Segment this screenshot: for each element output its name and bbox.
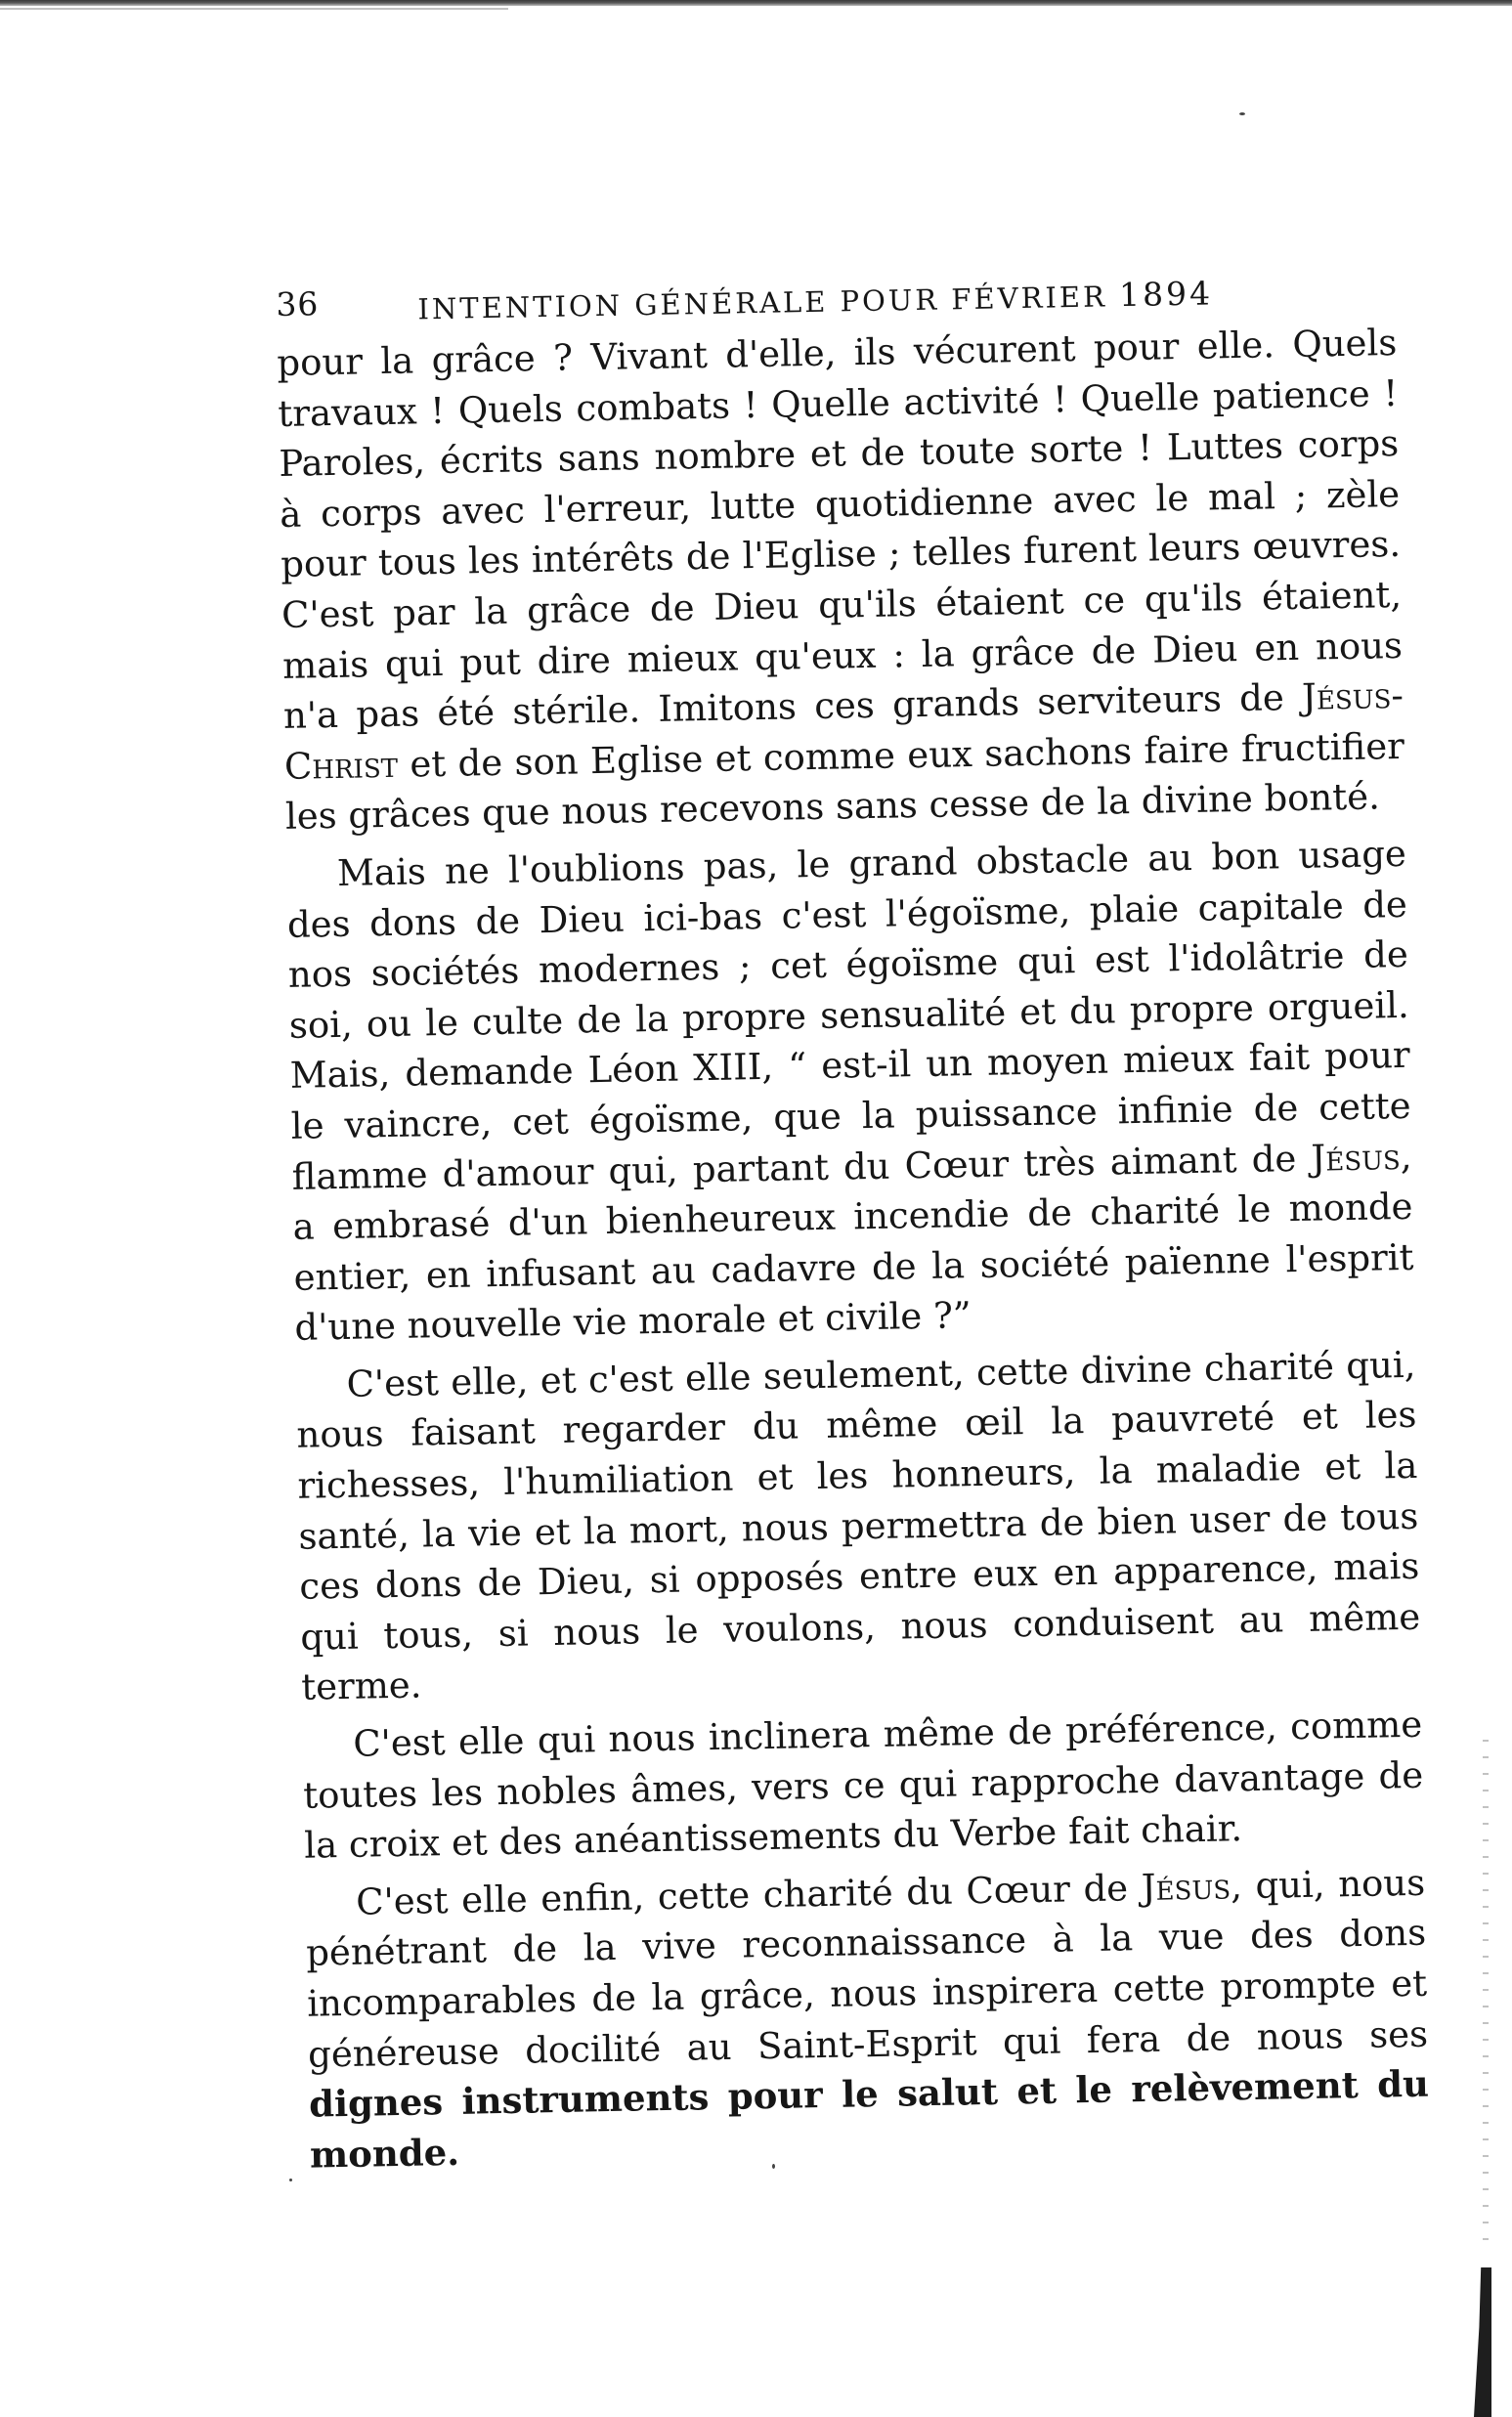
binding-edge-noise [1483, 1740, 1489, 2248]
page-number: 36 [276, 284, 320, 324]
book-page [276, 265, 1430, 2187]
chapter-year: 1894 [1118, 274, 1214, 315]
scan-speck [289, 2179, 292, 2181]
paragraph-4: C'est elle qui nous inclinera même de préférence, comme toutes les nobles âmes, vers ce qui rapproche davantage de la croix et des anéantissements du Verbe fait chair. [302, 1703, 1424, 1867]
paragraph-2-text-a: Mais ne l'oublions pas, le grand obstacle au bon usage des dons de Dieu ici-bas c'est l'égoïsme, plaie capitale de nos sociétés modernes ; cet égoïsme qui est l'idolâtrie de soi, ou le culte de la propre sensualité et du propre orgueil. Mais, demande Léon XIII, “ est-il un moyen mieux fait pour le vaincre, cet égoïsme, que la puissance infinie de cette flamme d'amour qui, partant du Cœur très aimant de [286, 832, 1411, 1198]
paragraph-2 [286, 829, 1415, 1354]
paragraph-5-last-line: dignes instruments pour le salut et le relèvement du monde. [308, 2061, 1430, 2177]
chapter-title-text: INTENTION GÉNÉRALE POUR FÉVRIER [417, 280, 1108, 326]
paragraph-1-text-b: et de son Eglise et comme eux sachons faire fructifier les grâces que nous recevons sans cesse de la divine bonté. [284, 724, 1405, 839]
paragraph-5-text-b: , qui, nous pénétrant de la vive reconnaissance à la vue des dons incomparables de la grâce, nous inspirera cette prompte et généreuse docilité au Saint-Esprit qui fera de nous ses [305, 1861, 1429, 2076]
paragraph-5 [305, 1858, 1430, 2181]
paragraph-3: C'est elle, et c'est elle seulement, cette divine charité qui, nous faisant regarder du même œil la pauvreté et les richesses, l'humiliation et les honneurs, la maladie et la santé, la vie et la mort, nous permettra de bien user de tous ces dons de Dieu, si opposés entre eux en apparence, mais qui tous, si nous le voulons, nous conduisent au même terme. [296, 1343, 1421, 1709]
paragraph-1 [277, 318, 1405, 842]
jesus-small-caps: Jésus [1141, 1865, 1231, 1909]
scan-speck [1239, 112, 1245, 115]
chapter-title [417, 274, 1213, 326]
binding-edge-shadow [1474, 2267, 1491, 2417]
paragraph-2-text-b: , a embrasé d'un bienheureux incendie de charité le monde entier, en infusant au cadavre de la société païenne l'esprit d'une nouvelle vie morale et civile ?” [292, 1135, 1414, 1350]
paragraph-1-text-a: pour la grâce ? Vivant d'elle, ils vécurent pour elle. Quels travaux ! Quels combats ! Quelle activité ! Quelle patience ! Paroles, écrits sans nombre et de toute sorte ! Luttes corps à corps avec l'erreur, lutte quotidienne avec le mal ; zèle pour tous les intérêts de l'Eglise ; telles furent leurs œuvres. C'est par la grâce de Dieu qu'ils étaient ce qu'ils étaient, mais qui put dire mieux qu'eux : la grâce de Dieu en nous n'a pas été stérile. Imitons ces grands serviteurs de [277, 321, 1404, 738]
scan-top-edge-faint [0, 8, 508, 10]
scan-top-edge [0, 0, 1512, 6]
paragraph-5-text-a: C'est elle enfin, cette charité du Cœur de [355, 1866, 1143, 1923]
jesus-small-caps: Jésus [1311, 1135, 1402, 1180]
jesus-christ-small-caps: Jésus-Christ [283, 674, 1404, 788]
